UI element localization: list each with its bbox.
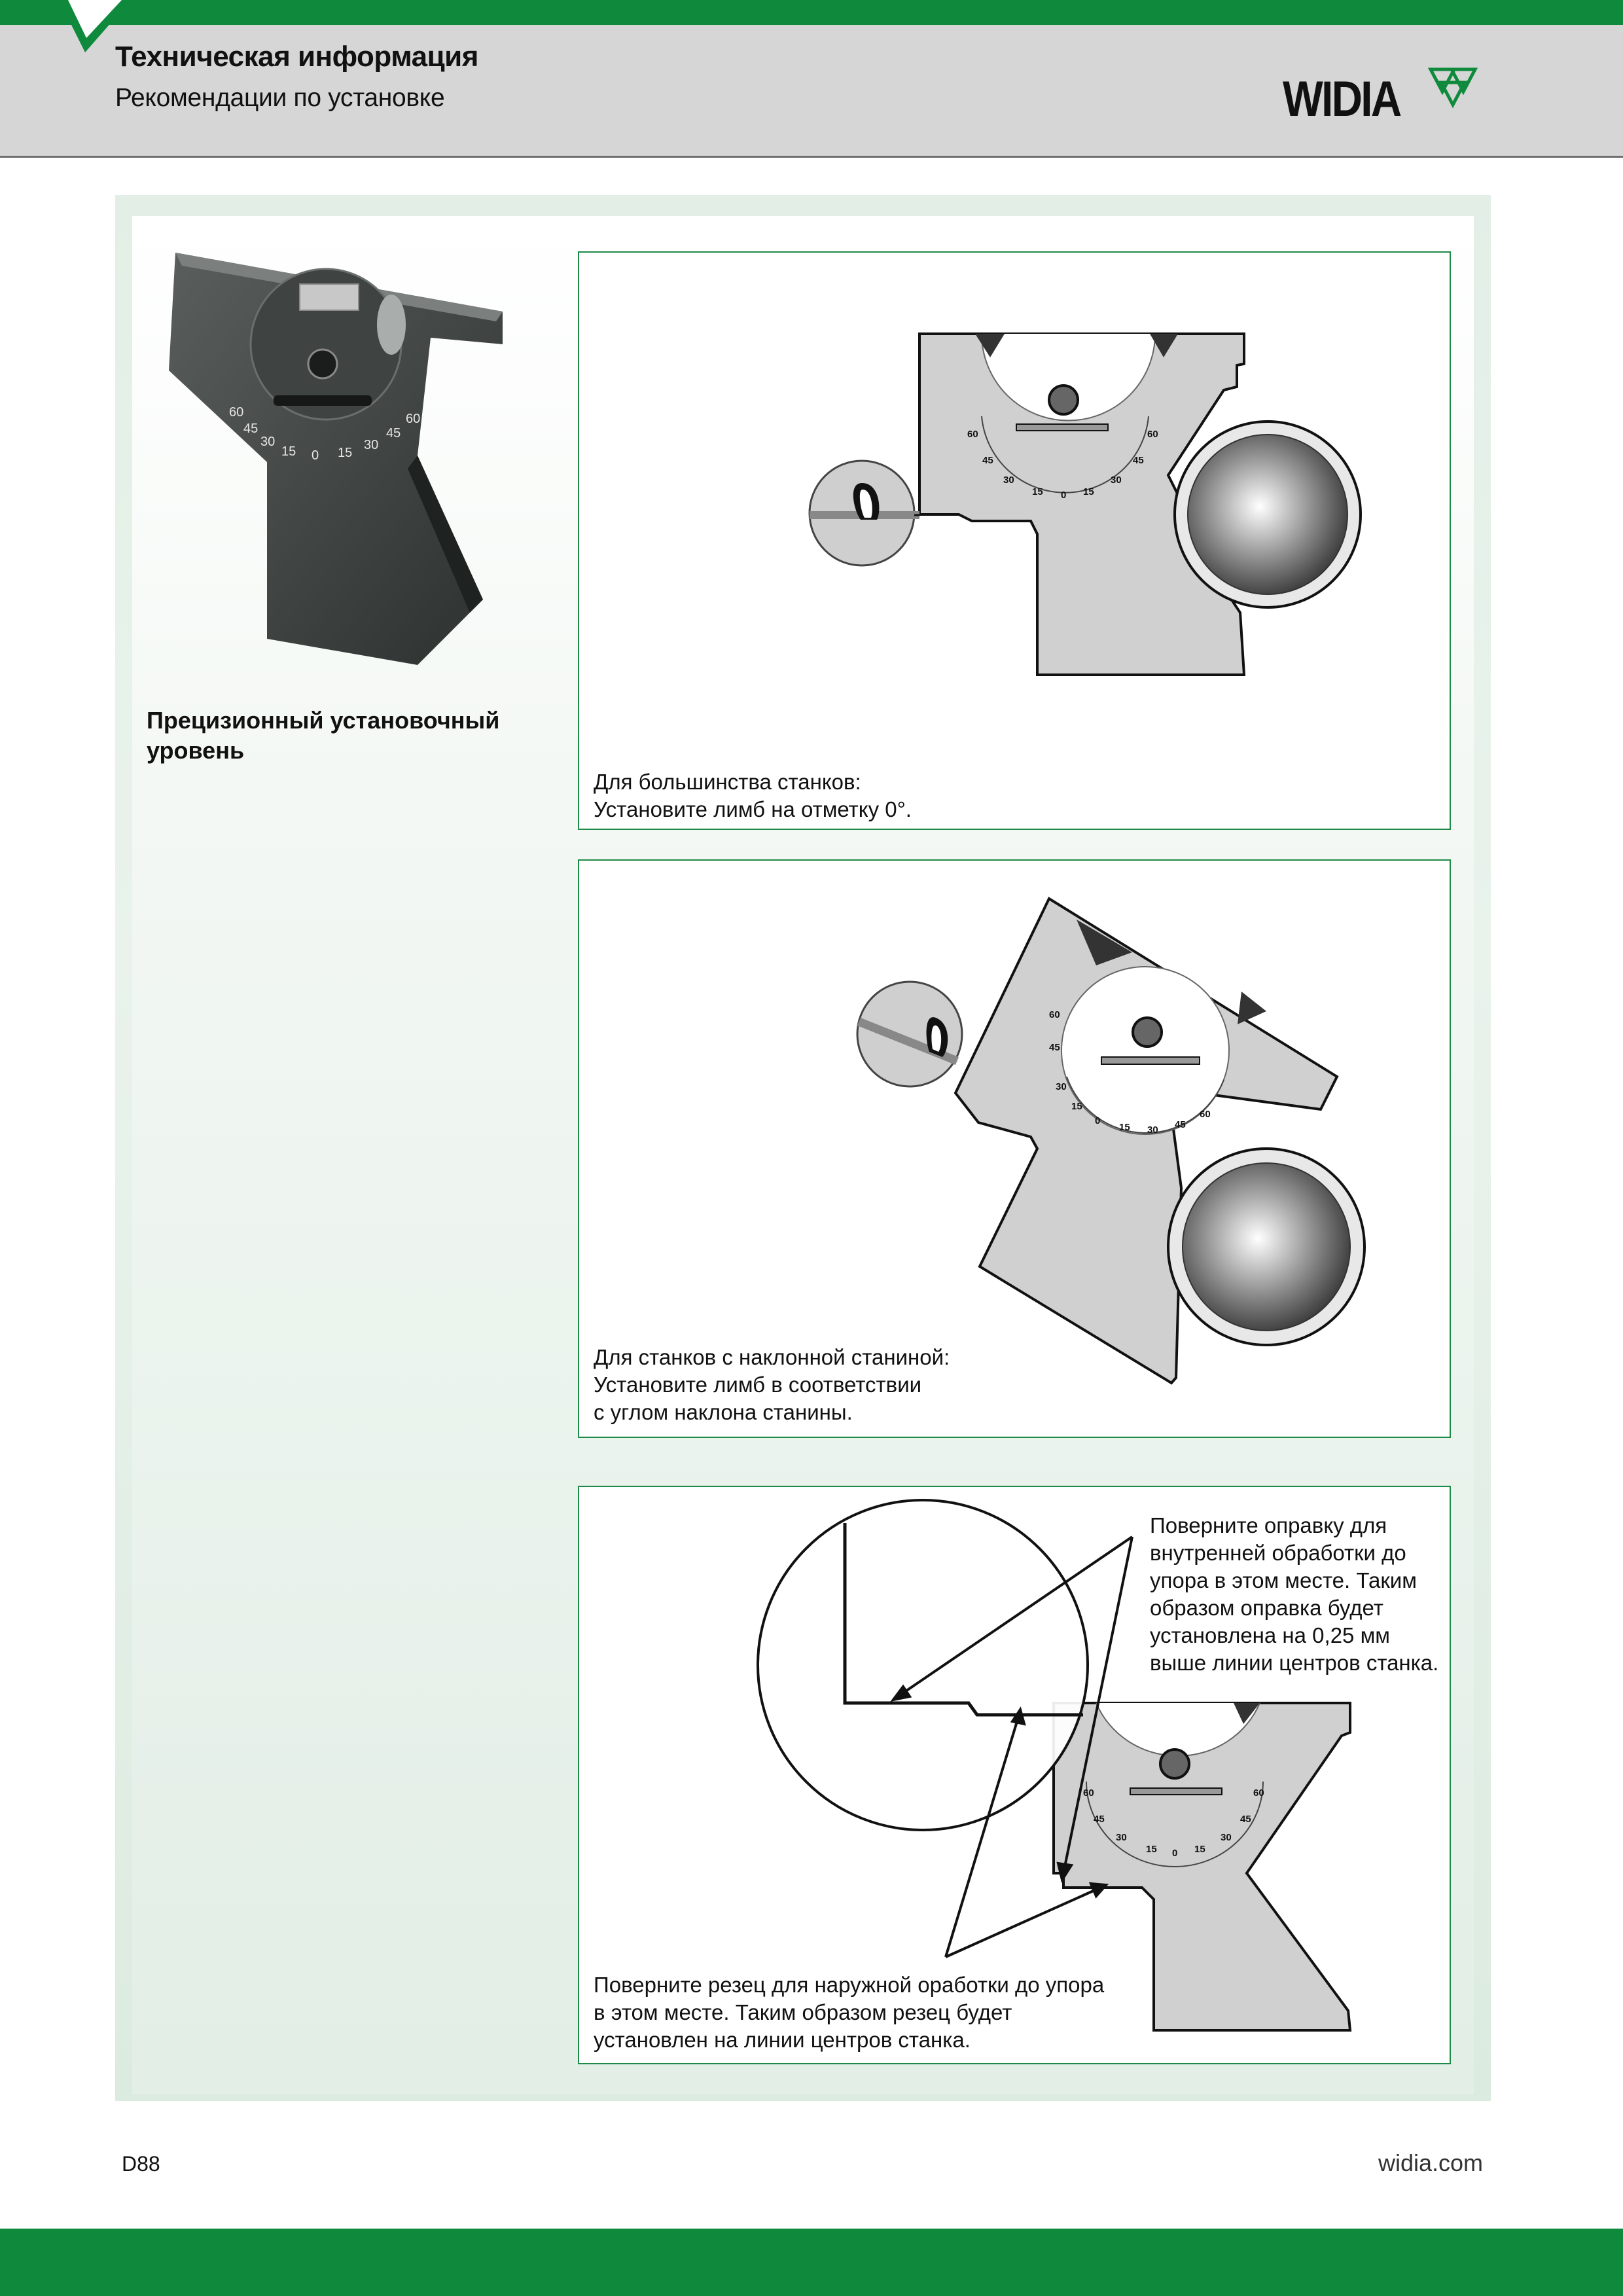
svg-text:60: 60 [229, 405, 244, 420]
dial-tick: 30 [1003, 475, 1014, 486]
logo-text: WIDIA [1283, 71, 1400, 127]
svg-text:30: 30 [260, 435, 276, 449]
dial-tick: 60 [1147, 429, 1158, 440]
dial-tick: 0 [1095, 1115, 1101, 1126]
dial-tick: 15 [1083, 486, 1094, 497]
dial-tick: 15 [1119, 1122, 1130, 1133]
dial-tick: 45 [1133, 455, 1144, 466]
magnified-view-circle [758, 1500, 1088, 1830]
website-link[interactable]: widia.com [1378, 2149, 1484, 2176]
dial-tick: 45 [1240, 1814, 1251, 1825]
panel-caption: Для большинства станков: Установите лимб на отметку 0°. [594, 770, 912, 821]
magnifier-detail [857, 982, 962, 1086]
svg-text:45: 45 [243, 422, 259, 436]
product-caption: Прецизионный установочный уровень [147, 707, 500, 764]
dial-tick: 45 [1049, 1042, 1060, 1053]
page-title: Техническая информация [115, 41, 478, 73]
dial-tick: 45 [982, 455, 993, 466]
dial-tick: 30 [1111, 475, 1122, 486]
dial-tick: 60 [1049, 1009, 1060, 1020]
page-number: D88 [122, 2152, 160, 2176]
dial-tick: 0 [1172, 1848, 1178, 1859]
dial-tick: 15 [1032, 486, 1043, 497]
dial-tick: 60 [1083, 1787, 1094, 1799]
workpiece-circle [1168, 1149, 1364, 1345]
top-brand-bar [0, 0, 1623, 25]
svg-text:45: 45 [386, 426, 401, 440]
arrow-caption-boring-bar: Поверните оправку для внутренней обработки до упора в этом месте. Таким образом оправка будет установлена на 0,25 мм выше линии центров станка. [1150, 1513, 1439, 1675]
svg-text:15: 15 [338, 446, 353, 460]
panel-standard-lathe [578, 251, 1451, 830]
dial-tick: 30 [1147, 1124, 1158, 1136]
dial-tick: 15 [1146, 1844, 1157, 1855]
setting-gauge-photo [156, 233, 542, 678]
svg-text:0: 0 [312, 448, 319, 463]
workpiece-circle [1175, 422, 1361, 607]
panel-caption: Для станков с наклонной станиной: Установите лимб в соответствии с углом наклона станины. [594, 1345, 950, 1424]
magnifier-detail [810, 461, 919, 565]
arrow-caption-turning-tool: Поверните резец для наружной оработки до упора в этом месте. Таким образом резец будет установлен на линии центров станка. [594, 1973, 1105, 2052]
dial-tick: 30 [1056, 1081, 1067, 1092]
panel-slant-bed-lathe [578, 859, 1451, 1438]
dial-tick: 45 [1094, 1814, 1105, 1825]
bottom-brand-bar [0, 2229, 1623, 2296]
dial-tick: 0 [1061, 490, 1067, 501]
logo-triangles-icon [1428, 65, 1480, 111]
dial-tick: 15 [1071, 1101, 1082, 1112]
panel-tool-alignment [578, 1486, 1451, 2064]
dial-tick: 60 [1200, 1109, 1211, 1120]
dial-tick: 60 [967, 429, 978, 440]
widia-logo [1283, 71, 1479, 143]
dial-tick: 30 [1221, 1832, 1232, 1843]
svg-text:15: 15 [281, 444, 296, 459]
dial-tick: 30 [1116, 1832, 1127, 1843]
gauge-diagram-horizontal [579, 253, 1450, 829]
dial-tick: 60 [1253, 1787, 1264, 1799]
page-subtitle: Рекомендации по установке [115, 84, 445, 112]
dial-tick: 15 [1194, 1844, 1205, 1855]
dial-tick: 45 [1175, 1119, 1186, 1130]
svg-text:60: 60 [406, 412, 421, 426]
svg-text:30: 30 [364, 438, 379, 452]
